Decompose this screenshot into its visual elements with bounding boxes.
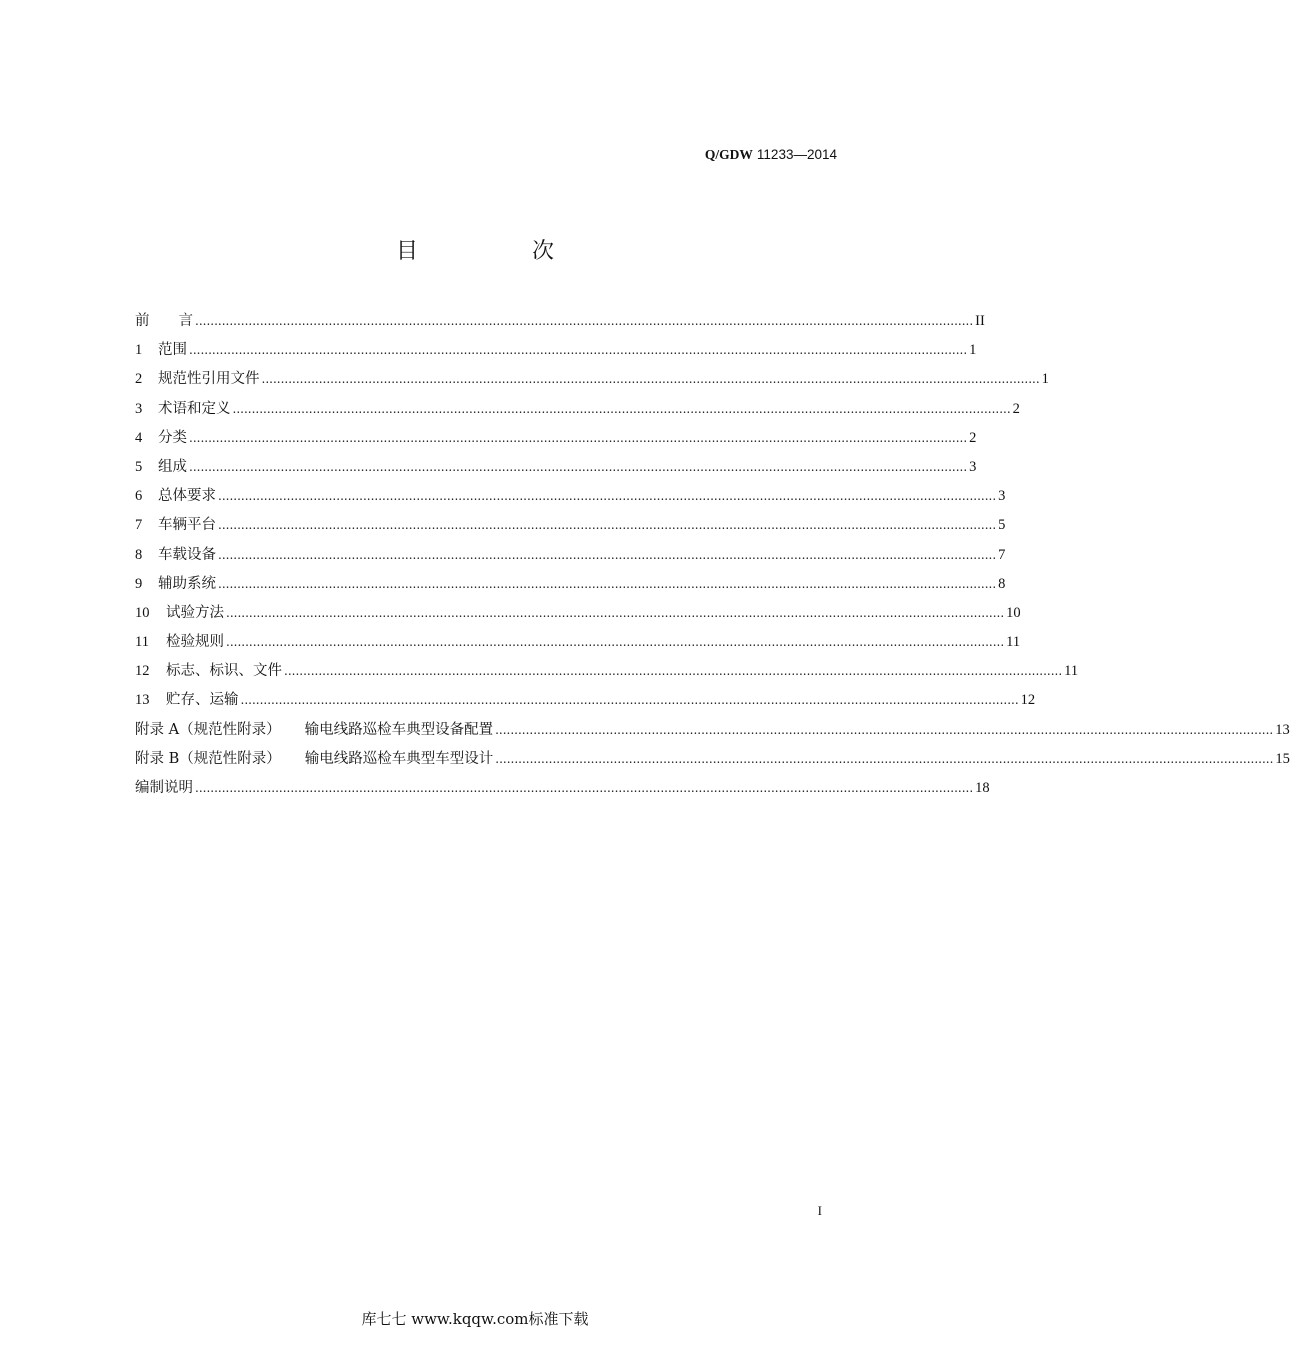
toc-entry-text: 术语和定义 [158, 400, 231, 417]
table-of-contents [135, 309, 1290, 805]
toc-entry-text: 车载设备 [158, 546, 216, 563]
toc-entry-compilation-notes[interactable] [135, 776, 990, 805]
toc-entry-label [135, 601, 224, 622]
toc-entry-text: 规范性引用文件 [158, 371, 260, 388]
dot-leader: ............................................................................................................................................................................................................ [261, 372, 1040, 387]
dot-leader: ............................................................................................................................................................................................................ [218, 547, 997, 562]
dot-leader: ............................................................................................................................................................................................................ [189, 430, 968, 445]
toc-entry-label [135, 718, 493, 739]
dot-leader: ............................................................................................................................................................................................................ [189, 343, 968, 358]
dot-leader: ............................................................................................................................................................................................................ [226, 605, 1005, 620]
toc-entry-8[interactable] [135, 543, 1006, 572]
standard-number: 11233—2014 [756, 147, 837, 162]
toc-entry-number: 10 [135, 604, 150, 621]
dot-leader: ............................................................................................................................................................................................................ [495, 751, 1274, 766]
toc-entry-3[interactable] [135, 397, 1020, 426]
toc-entry-label [135, 688, 239, 709]
toc-entry-label [135, 338, 187, 359]
toc-entry-page: 7 [998, 546, 1006, 563]
toc-entry-page: 11 [1064, 663, 1079, 680]
toc-entry-page: 2 [1012, 400, 1020, 417]
toc-entry-label [135, 659, 282, 680]
dot-leader: ............................................................................................................................................................................................................ [195, 314, 974, 328]
toc-entry-number: 5 [135, 458, 143, 475]
toc-entry-6[interactable] [135, 484, 1006, 513]
toc-entry-foreword[interactable] [135, 309, 985, 338]
toc-entry-label [135, 513, 216, 534]
toc-entry-9[interactable] [135, 572, 1006, 601]
dot-leader: ............................................................................................................................................................................................................ [284, 664, 1063, 679]
toc-entry-text: 总体要求 [158, 488, 216, 505]
toc-entry-text: 范围 [158, 342, 187, 359]
toc-entry-text: 贮存、运输 [166, 692, 239, 709]
toc-entry-text: 标志、标识、文件 [166, 663, 282, 680]
toc-entry-number: 11 [135, 634, 149, 651]
toc-entry-number: 12 [135, 663, 150, 680]
toc-entry-page: 2 [969, 429, 977, 446]
toc-entry-page: 5 [998, 517, 1006, 534]
toc-entry-label [135, 455, 187, 476]
toc-entry-page: II [975, 313, 985, 329]
toc-entry-12[interactable] [135, 659, 1079, 688]
toc-entry-text: 组成 [158, 458, 187, 475]
toc-entry-7[interactable] [135, 513, 1006, 542]
toc-entry-number: 1 [135, 342, 143, 359]
toc-entry-4[interactable] [135, 426, 977, 455]
appendix-title: 输电线路巡检车典型车型设计 [304, 750, 494, 767]
toc-entry-number: 6 [135, 488, 143, 505]
dot-leader: ............................................................................................................................................................................................................ [495, 722, 1274, 737]
toc-entry-label [135, 426, 187, 447]
toc-entry-label [135, 747, 493, 768]
toc-entry-page: 18 [975, 780, 990, 796]
toc-entry-page: 11 [1006, 634, 1021, 651]
dot-leader: ............................................................................................................................................................................................................ [218, 576, 997, 591]
toc-entry-text: 辅助系统 [158, 575, 216, 592]
toc-entry-label [135, 572, 216, 593]
toc-entry-label [135, 397, 231, 418]
toc-entry-number: 3 [135, 400, 143, 417]
appendix-label: 附录 B（规范性附录） [135, 750, 281, 767]
dot-leader: ............................................................................................................................................................................................................ [218, 489, 997, 504]
dot-leader: ............................................................................................................................................................................................................ [240, 693, 1019, 708]
appendix-label: 附录 A（规范性附录） [135, 721, 281, 738]
toc-entry-10[interactable] [135, 601, 1021, 630]
dot-leader: ............................................................................................................................................................................................................ [232, 401, 1011, 416]
appendix-title: 输电线路巡检车典型设备配置 [304, 721, 494, 738]
toc-entry-page: 10 [1006, 604, 1021, 621]
toc-entry-appendix-a[interactable] [135, 718, 1290, 747]
toc-entry-text: 试验方法 [166, 604, 224, 621]
toc-entry-page: 15 [1275, 750, 1290, 767]
toc-title: 目 次 [395, 239, 600, 264]
toc-entry-page: 3 [998, 488, 1006, 505]
toc-entry-5[interactable] [135, 455, 977, 484]
toc-entry-label [135, 484, 216, 505]
toc-entry-label [135, 367, 260, 388]
toc-entry-appendix-b[interactable] [135, 747, 1290, 776]
footer-watermark: 库七七 www.kqqw.com标准下载 [361, 1310, 589, 1328]
toc-entry-text: 分类 [158, 429, 187, 446]
dot-leader: ............................................................................................................................................................................................................ [226, 635, 1005, 650]
toc-entry-page: 13 [1275, 721, 1290, 738]
toc-entry-number: 4 [135, 429, 143, 446]
page-number: I [817, 1203, 822, 1218]
toc-entry-text: 车辆平台 [158, 517, 216, 534]
toc-entry-number: 2 [135, 371, 143, 388]
toc-entry-label: 前 言 [135, 313, 193, 329]
toc-entry-page: 3 [969, 458, 977, 475]
toc-entry-number: 7 [135, 517, 143, 534]
toc-entry-13[interactable] [135, 688, 1036, 717]
toc-entry-page: 1 [969, 342, 977, 359]
toc-entry-label: 编制说明 [135, 780, 193, 796]
toc-entry-page: 8 [998, 575, 1006, 592]
standard-code [705, 147, 837, 163]
toc-entry-2[interactable] [135, 367, 1049, 396]
toc-entry-number: 13 [135, 692, 150, 709]
dot-leader: ............................................................................................................................................................................................................ [189, 459, 968, 474]
standard-prefix: Q/GDW [704, 147, 753, 162]
toc-entry-label [135, 630, 224, 651]
toc-entry-number: 8 [135, 546, 143, 563]
toc-entry-page: 1 [1041, 371, 1049, 388]
toc-entry-label [135, 543, 216, 564]
toc-entry-page: 12 [1020, 692, 1036, 709]
toc-entry-11[interactable] [135, 630, 1021, 659]
dot-leader: ............................................................................................................................................................................................................ [218, 518, 997, 533]
toc-entry-1[interactable] [135, 338, 977, 367]
dot-leader: ............................................................................................................................................................................................................ [195, 781, 974, 795]
toc-entry-text: 检验规则 [166, 634, 224, 651]
toc-entry-number: 9 [135, 575, 143, 592]
